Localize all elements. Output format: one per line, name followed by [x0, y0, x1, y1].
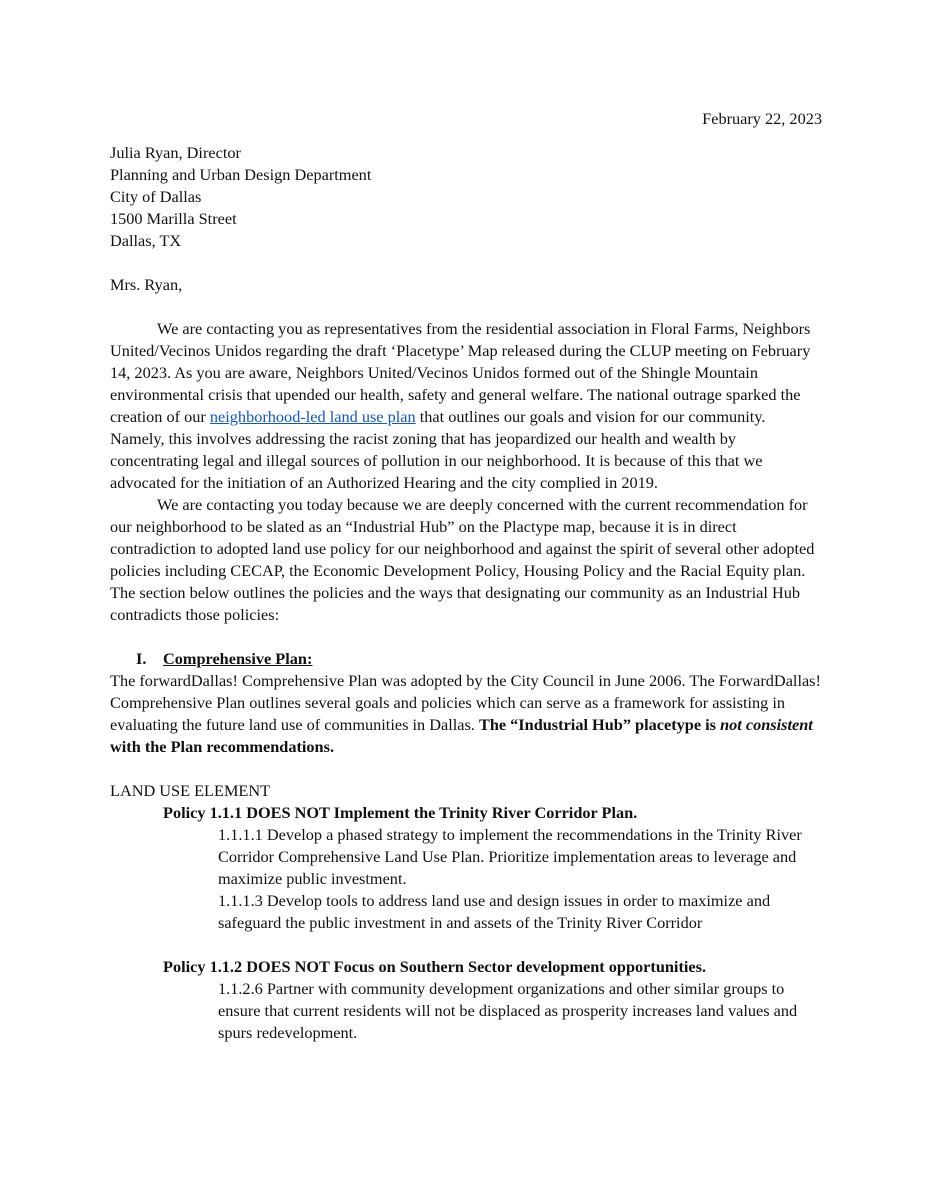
- plan-emphasis-text: not consistent: [720, 715, 813, 734]
- item-1-1-1-1: 1.1.1.1 Develop a phased strategy to implement the recommendations in the Trinity River Corridor Comprehensive Land Use Plan. Prioritize implementation areas to leverage and maximize public investment.: [218, 825, 802, 888]
- recipient-address: [110, 142, 822, 252]
- intro-text-before-link: We are contacting you as representatives from the residential association in Floral Farms, Neighbors United/Vecinos Unidos regarding the draft ‘Placetype’ Map released during the CLUP meeting on February 14, 2023. As you are aware, Neighbors United/Vecinos Unidos formed out of the Shingle Mountain environmental crisis that upended our health, safety and general welfare. The national outrage sparked the creation of our: [110, 319, 811, 426]
- concern-paragraph: We are contacting you today because we are deeply concerned with the current recommendation for our neighborhood to be slated as an “Industrial Hub” on the Plactype map, because it is in direct contradiction to adopted land use policy for our neighborhood and against the spirit of several other adopted policies including CECAP, the Economic Development Policy, Housing Policy and the Racial Equity plan. The section below outlines the policies and the ways that designating our community as an Industrial Hub contradicts those policies:: [110, 495, 815, 624]
- section-title: Comprehensive Plan:: [163, 649, 313, 668]
- salutation: Mrs. Ryan,: [110, 275, 183, 294]
- intro-text-after-link: that outlines our goals and vision for our community. Namely, this involves addressing the racist zoning that has jeopardized our health and wealth by concentrating legal and illegal sources of pollution in our neighborhood. It is because of this that we advocated for the initiation of an Authorized Hearing and the city complied in 2019.: [110, 407, 766, 492]
- address-line: Julia Ryan, Director: [110, 143, 241, 162]
- letter-page: [110, 108, 822, 1044]
- item-1-1-1-3: 1.1.1.3 Develop tools to address land use and design issues in order to maximize and safeguard the public investment in and assets of the Trinity River Corridor: [218, 891, 771, 932]
- comprehensive-plan-paragraph: [110, 670, 822, 758]
- address-line: Planning and Urban Design Department: [110, 165, 372, 184]
- letter-date: February 22, 2023: [702, 109, 822, 128]
- address-line: City of Dallas: [110, 187, 202, 206]
- section-number: I.: [136, 649, 147, 668]
- land-use-element-heading: LAND USE ELEMENT: [110, 781, 271, 800]
- intro-paragraph: [110, 318, 822, 494]
- policy-1-1-1: Policy 1.1.1 DOES NOT Implement the Trinity River Corridor Plan.: [163, 803, 638, 822]
- section-heading-comprehensive-plan: [110, 648, 822, 670]
- plan-body-text: The forwardDallas! Comprehensive Plan was adopted by the City Council in June 2006. The ForwardDallas! Comprehensive Plan outlines several goals and policies which can serve as a framework for assisting in evaluating the future land use of communities in Dallas.: [110, 671, 821, 734]
- plan-bold-text: The “Industrial Hub” placetype is: [478, 715, 721, 734]
- policy-1-1-2: Policy 1.1.2 DOES NOT Focus on Southern Sector development opportunities.: [163, 957, 707, 976]
- land-use-plan-link[interactable]: neighborhood-led land use plan: [209, 407, 416, 426]
- address-line: 1500 Marilla Street: [110, 209, 237, 228]
- address-line: Dallas, TX: [110, 231, 182, 250]
- item-1-1-2-6: 1.1.2.6 Partner with community development organizations and other similar groups to ensure that current residents will not be displaced as prosperity increases land values and spurs redevelopment.: [218, 979, 798, 1042]
- plan-bold-text-end: with the Plan recommendations.: [110, 737, 335, 756]
